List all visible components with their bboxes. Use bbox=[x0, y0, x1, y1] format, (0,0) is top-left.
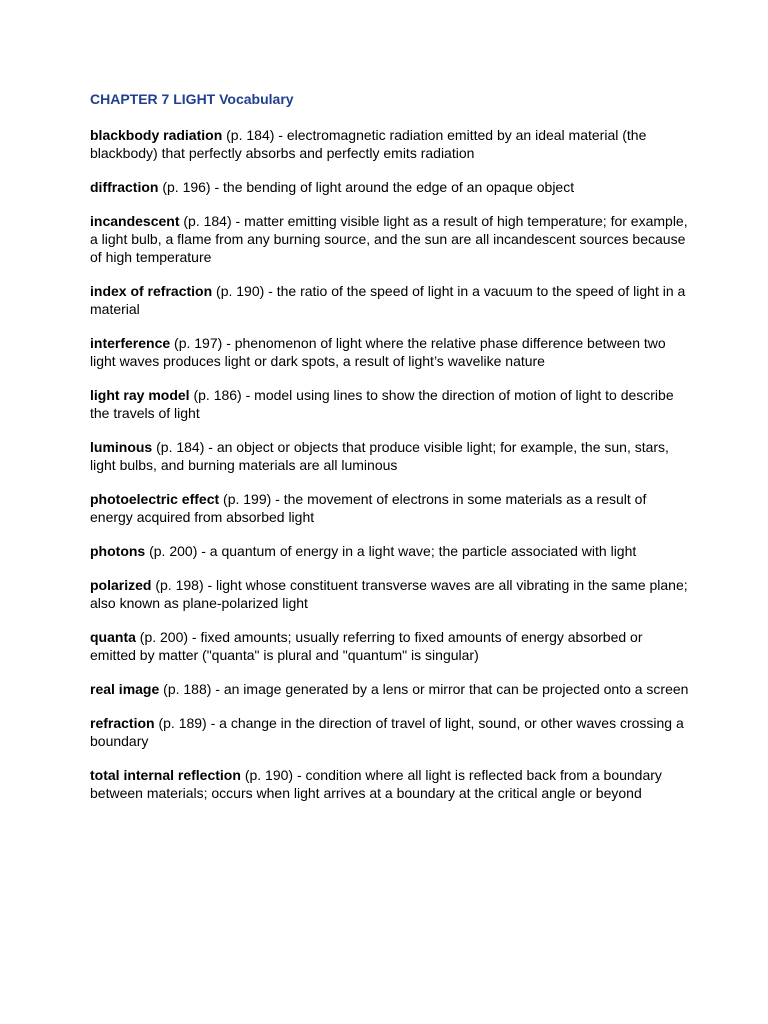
page-reference: (p. 184) bbox=[226, 127, 275, 143]
page-reference: (p. 186) bbox=[193, 387, 242, 403]
vocab-definition: - matter emitting visible light as a result of high temperature; for example, a light bulb, a flame from any burning source, and the sun are all incandescent sources because of high temperature bbox=[90, 213, 688, 265]
page-reference: (p. 190) bbox=[244, 767, 294, 783]
page-reference: (p. 190) bbox=[216, 283, 265, 299]
vocab-definition: - an object or objects that produce visible light; for example, the sun, stars, light bulbs, and burning materials are all luminous bbox=[90, 439, 669, 473]
vocab-definition: - the ratio of the speed of light in a vacuum to the speed of light in a material bbox=[90, 283, 686, 317]
vocab-definition: - light whose constituent transverse waves are all vibrating in the same plane; also known as plane-polarized light bbox=[90, 577, 688, 611]
vocab-term: real image bbox=[90, 681, 160, 697]
vocab-entry-polarized bbox=[90, 576, 690, 612]
vocab-entry-photoelectric-effect bbox=[90, 490, 690, 526]
vocab-entry-incandescent bbox=[90, 212, 690, 266]
vocab-term: luminous bbox=[90, 439, 153, 455]
page-reference: (p. 197) bbox=[174, 335, 223, 351]
vocab-definition: - the movement of electrons in some materials as a result of energy acquired from absorbed light bbox=[90, 491, 647, 525]
page-reference: (p. 200) bbox=[139, 629, 189, 645]
page-reference: (p. 200) bbox=[149, 543, 198, 559]
vocab-term: index of refraction bbox=[90, 283, 213, 299]
vocab-entry-index-of-refraction bbox=[90, 282, 690, 318]
vocab-term: polarized bbox=[90, 577, 152, 593]
vocab-term: photoelectric effect bbox=[90, 491, 220, 507]
vocab-term: light ray model bbox=[90, 387, 190, 403]
vocab-entry-blackbody-radiation bbox=[90, 126, 690, 162]
vocab-term: blackbody radiation bbox=[90, 127, 223, 143]
vocab-entry-light-ray-model bbox=[90, 386, 690, 422]
page-title: CHAPTER 7 LIGHT Vocabulary bbox=[90, 91, 294, 107]
page-reference: (p. 198) bbox=[155, 577, 204, 593]
vocab-entry-luminous bbox=[90, 438, 690, 474]
vocab-definition: - an image generated by a lens or mirror that can be projected onto a screen bbox=[215, 681, 689, 697]
page-reference: (p. 196) bbox=[162, 179, 211, 195]
vocab-entry-total-internal-reflection bbox=[90, 766, 690, 802]
vocab-definition: - a quantum of energy in a light wave; the particle associated with light bbox=[201, 543, 637, 559]
document-page bbox=[90, 90, 690, 818]
vocab-definition: - fixed amounts; usually referring to fixed amounts of energy absorbed or emitted by matter ("quanta" is plural and "quantum" is singular) bbox=[90, 629, 643, 663]
vocab-term: refraction bbox=[90, 715, 155, 731]
vocab-entry-diffraction bbox=[90, 178, 690, 196]
page-reference: (p. 189) bbox=[158, 715, 207, 731]
vocab-term: photons bbox=[90, 543, 146, 559]
vocab-definition: - condition where all light is reflected back from a boundary between materials; occurs when light arrives at a boundary at the critical angle or beyond bbox=[90, 767, 662, 801]
vocab-entry-quanta bbox=[90, 628, 690, 664]
vocab-entry-photons bbox=[90, 542, 690, 560]
vocab-entry-real-image bbox=[90, 680, 690, 698]
vocab-entry-interference bbox=[90, 334, 690, 370]
vocab-definition: - electromagnetic radiation emitted by an ideal material (the blackbody) that perfectly absorbs and perfectly emits radiation bbox=[90, 127, 647, 161]
vocab-definition: - the bending of light around the edge of an opaque object bbox=[214, 179, 575, 195]
page-reference: (p. 188) bbox=[163, 681, 212, 697]
vocab-definition: - model using lines to show the direction of motion of light to describe the travels of light bbox=[90, 387, 674, 421]
vocab-term: total internal reflection bbox=[90, 767, 241, 783]
vocab-definition: - a change in the direction of travel of light, sound, or other waves crossing a boundary bbox=[90, 715, 684, 749]
vocab-entry-refraction bbox=[90, 714, 690, 750]
page-reference: (p. 184) bbox=[156, 439, 205, 455]
vocab-term: quanta bbox=[90, 629, 136, 645]
vocab-term: diffraction bbox=[90, 179, 159, 195]
vocab-term: interference bbox=[90, 335, 171, 351]
page-reference: (p. 199) bbox=[223, 491, 272, 507]
vocab-term: incandescent bbox=[90, 213, 180, 229]
page-reference: (p. 184) bbox=[183, 213, 232, 229]
vocab-definition: - phenomenon of light where the relative phase difference between two light waves produces light or dark spots, a result of light’s wavelike nature bbox=[90, 335, 666, 369]
